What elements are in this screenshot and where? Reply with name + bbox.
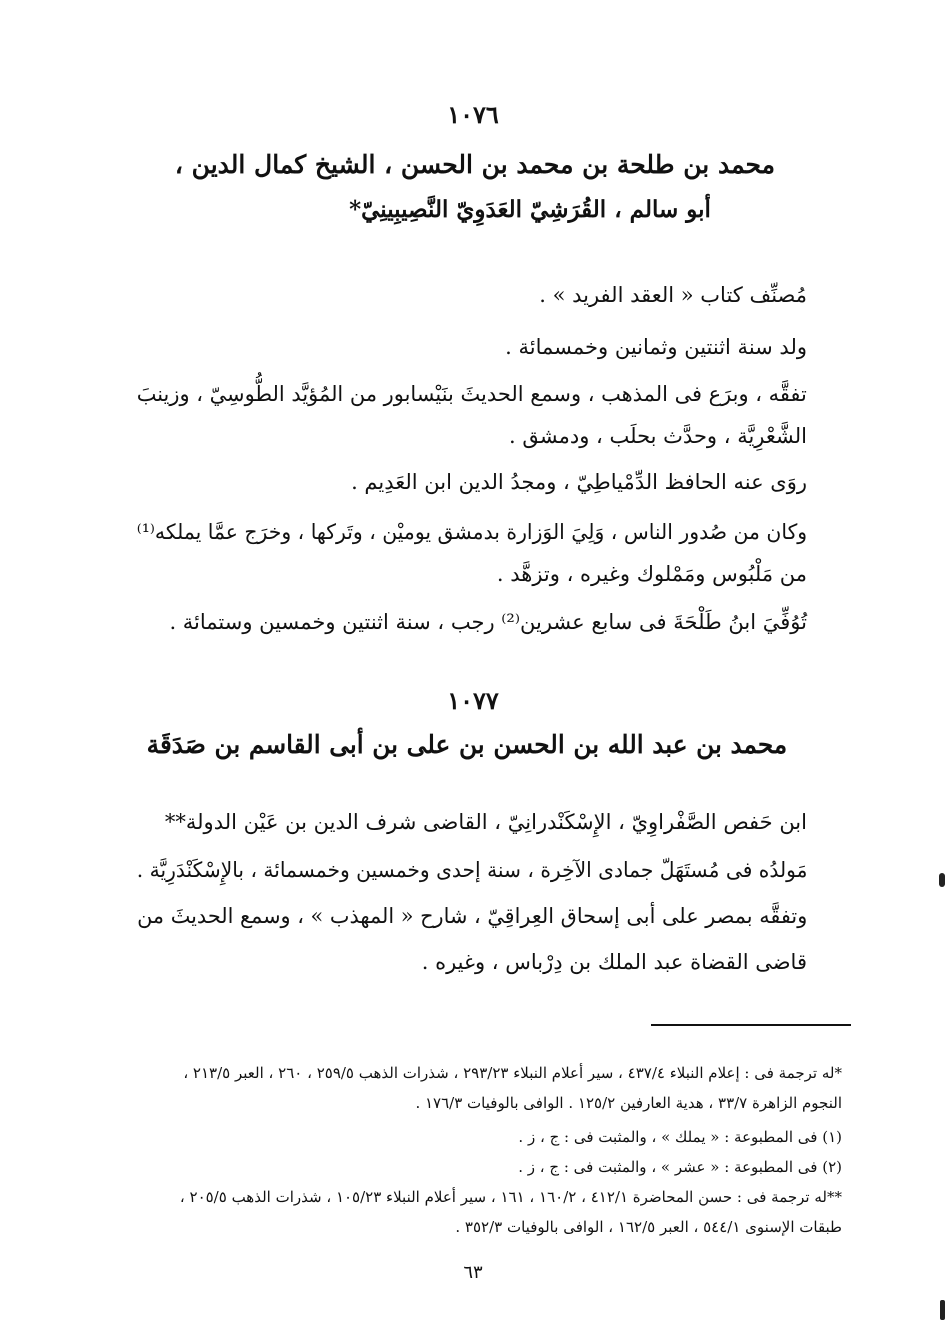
body-line: مُصنِّف كتاب « العقد الفريد » . bbox=[539, 283, 807, 307]
entry-number: ١٠٧٦ bbox=[447, 100, 499, 129]
page-number: ٦٣ bbox=[463, 1262, 483, 1283]
footnote-line: (٢) فى المطبوعة : « عشر » ، والمثبت فى : ج ، ز . bbox=[518, 1158, 842, 1176]
footnote-line: **له ترجمة فى : حسن المحاضرة ٤١٢/١ ، ١٦٠/٢ ، ١٦١ ، سير أعلام النبلاء ١٠٥/٢٣ ، شذرات الذهب ٢٠٥/٥ ، bbox=[179, 1188, 842, 1206]
body-line: قاضى القضاة عبد الملك بن دِرْباس ، وغيره . bbox=[421, 950, 807, 974]
entry-title: محمد بن طلحة بن محمد بن الحسن ، الشيخ كمال الدين ، bbox=[174, 150, 776, 179]
footnote-line: (١) فى المطبوعة : « يملك » ، والمثبت فى : ج ، ز . bbox=[518, 1128, 842, 1146]
body-line: مَولدُه فى مُستَهَلّ جمادى الآخِرة ، سنة إحدى وخمسين وخمسمائة ، بالإِسْكَنْدَرِيَّة . bbox=[136, 858, 807, 882]
body-line: تُوُفِّيَ ابنُ طَلْحَةَ فى سابع عشرين⁽²⁾ رجب ، سنة اثنتين وخمسين وستمائة . bbox=[169, 610, 807, 634]
footnote-line: النجوم الزاهرة ٣٣/٧ ، هدية العارفين ١٢٥/٢ . الوافى بالوفيات ١٧٦/٣ . bbox=[415, 1094, 842, 1112]
footnote-separator bbox=[651, 1024, 851, 1026]
entry-number: ١٠٧٧ bbox=[447, 686, 499, 715]
scan-mark bbox=[939, 873, 945, 887]
scan-mark bbox=[940, 1300, 945, 1320]
body-line: وتفقَّه بمصر على أبى إسحاق العِراقِيّ ، شارح « المهذب » ، وسمع الحديثَ من bbox=[136, 904, 807, 928]
body-line: ولد سنة اثنتين وثمانين وخمسمائة . bbox=[505, 335, 807, 359]
footnote-line: طبقات الإسنوى ٥٤٤/١ ، العبر ١٦٢/٥ ، الوافى بالوفيات ٣٥٢/٣ . bbox=[455, 1218, 842, 1236]
body-line: روَى عنه الحافظ الدِّمْياطِيّ ، ومجدُ الدين ابن العَدِيم . bbox=[351, 470, 807, 494]
entry-title-line-2: أبو سالم ، القُرَشِيّ العَدَوِيّ النَّصِيبِينِيّ* bbox=[349, 196, 711, 223]
body-line: وكان من صُدور الناس ، وَلِيَ الوَزارة بدمشق يوميْن ، وتَركها ، وخرَج عمَّا يملكه⁽¹⁾ bbox=[136, 520, 807, 544]
body-line: من مَلْبُوس ومَمْلوك وغيره ، وتزهَّد . bbox=[496, 562, 807, 586]
entry-title: محمد بن عبد الله بن الحسن بن على بن أبى القاسم بن صَدَقَة bbox=[146, 730, 788, 759]
body-line: ابن حَفص الصَّفْراوِيّ ، الإِسْكَنْدرانِيّ ، القاضى شرف الدين بن عَيْن الدولة** bbox=[164, 810, 807, 834]
body-line: الشَّعْرِيَّة ، وحدَّث بحلَب ، ودمشق . bbox=[509, 424, 807, 448]
body-line: تفقَّه ، وبرَع فى المذهب ، وسمع الحديثَ بنَيْسابور من المُؤيَّد الطُّوسِيّ ، وزينبَ bbox=[136, 382, 807, 406]
footnote-line: *له ترجمة فى : إعلام النبلاء ٤٣٧/٤ ، سير أعلام النبلاء ٢٩٣/٢٣ ، شذرات الذهب ٢٥٩/٥ ، ٢٦٠ ، العبر ٢١٣/٥ ، bbox=[183, 1064, 842, 1082]
